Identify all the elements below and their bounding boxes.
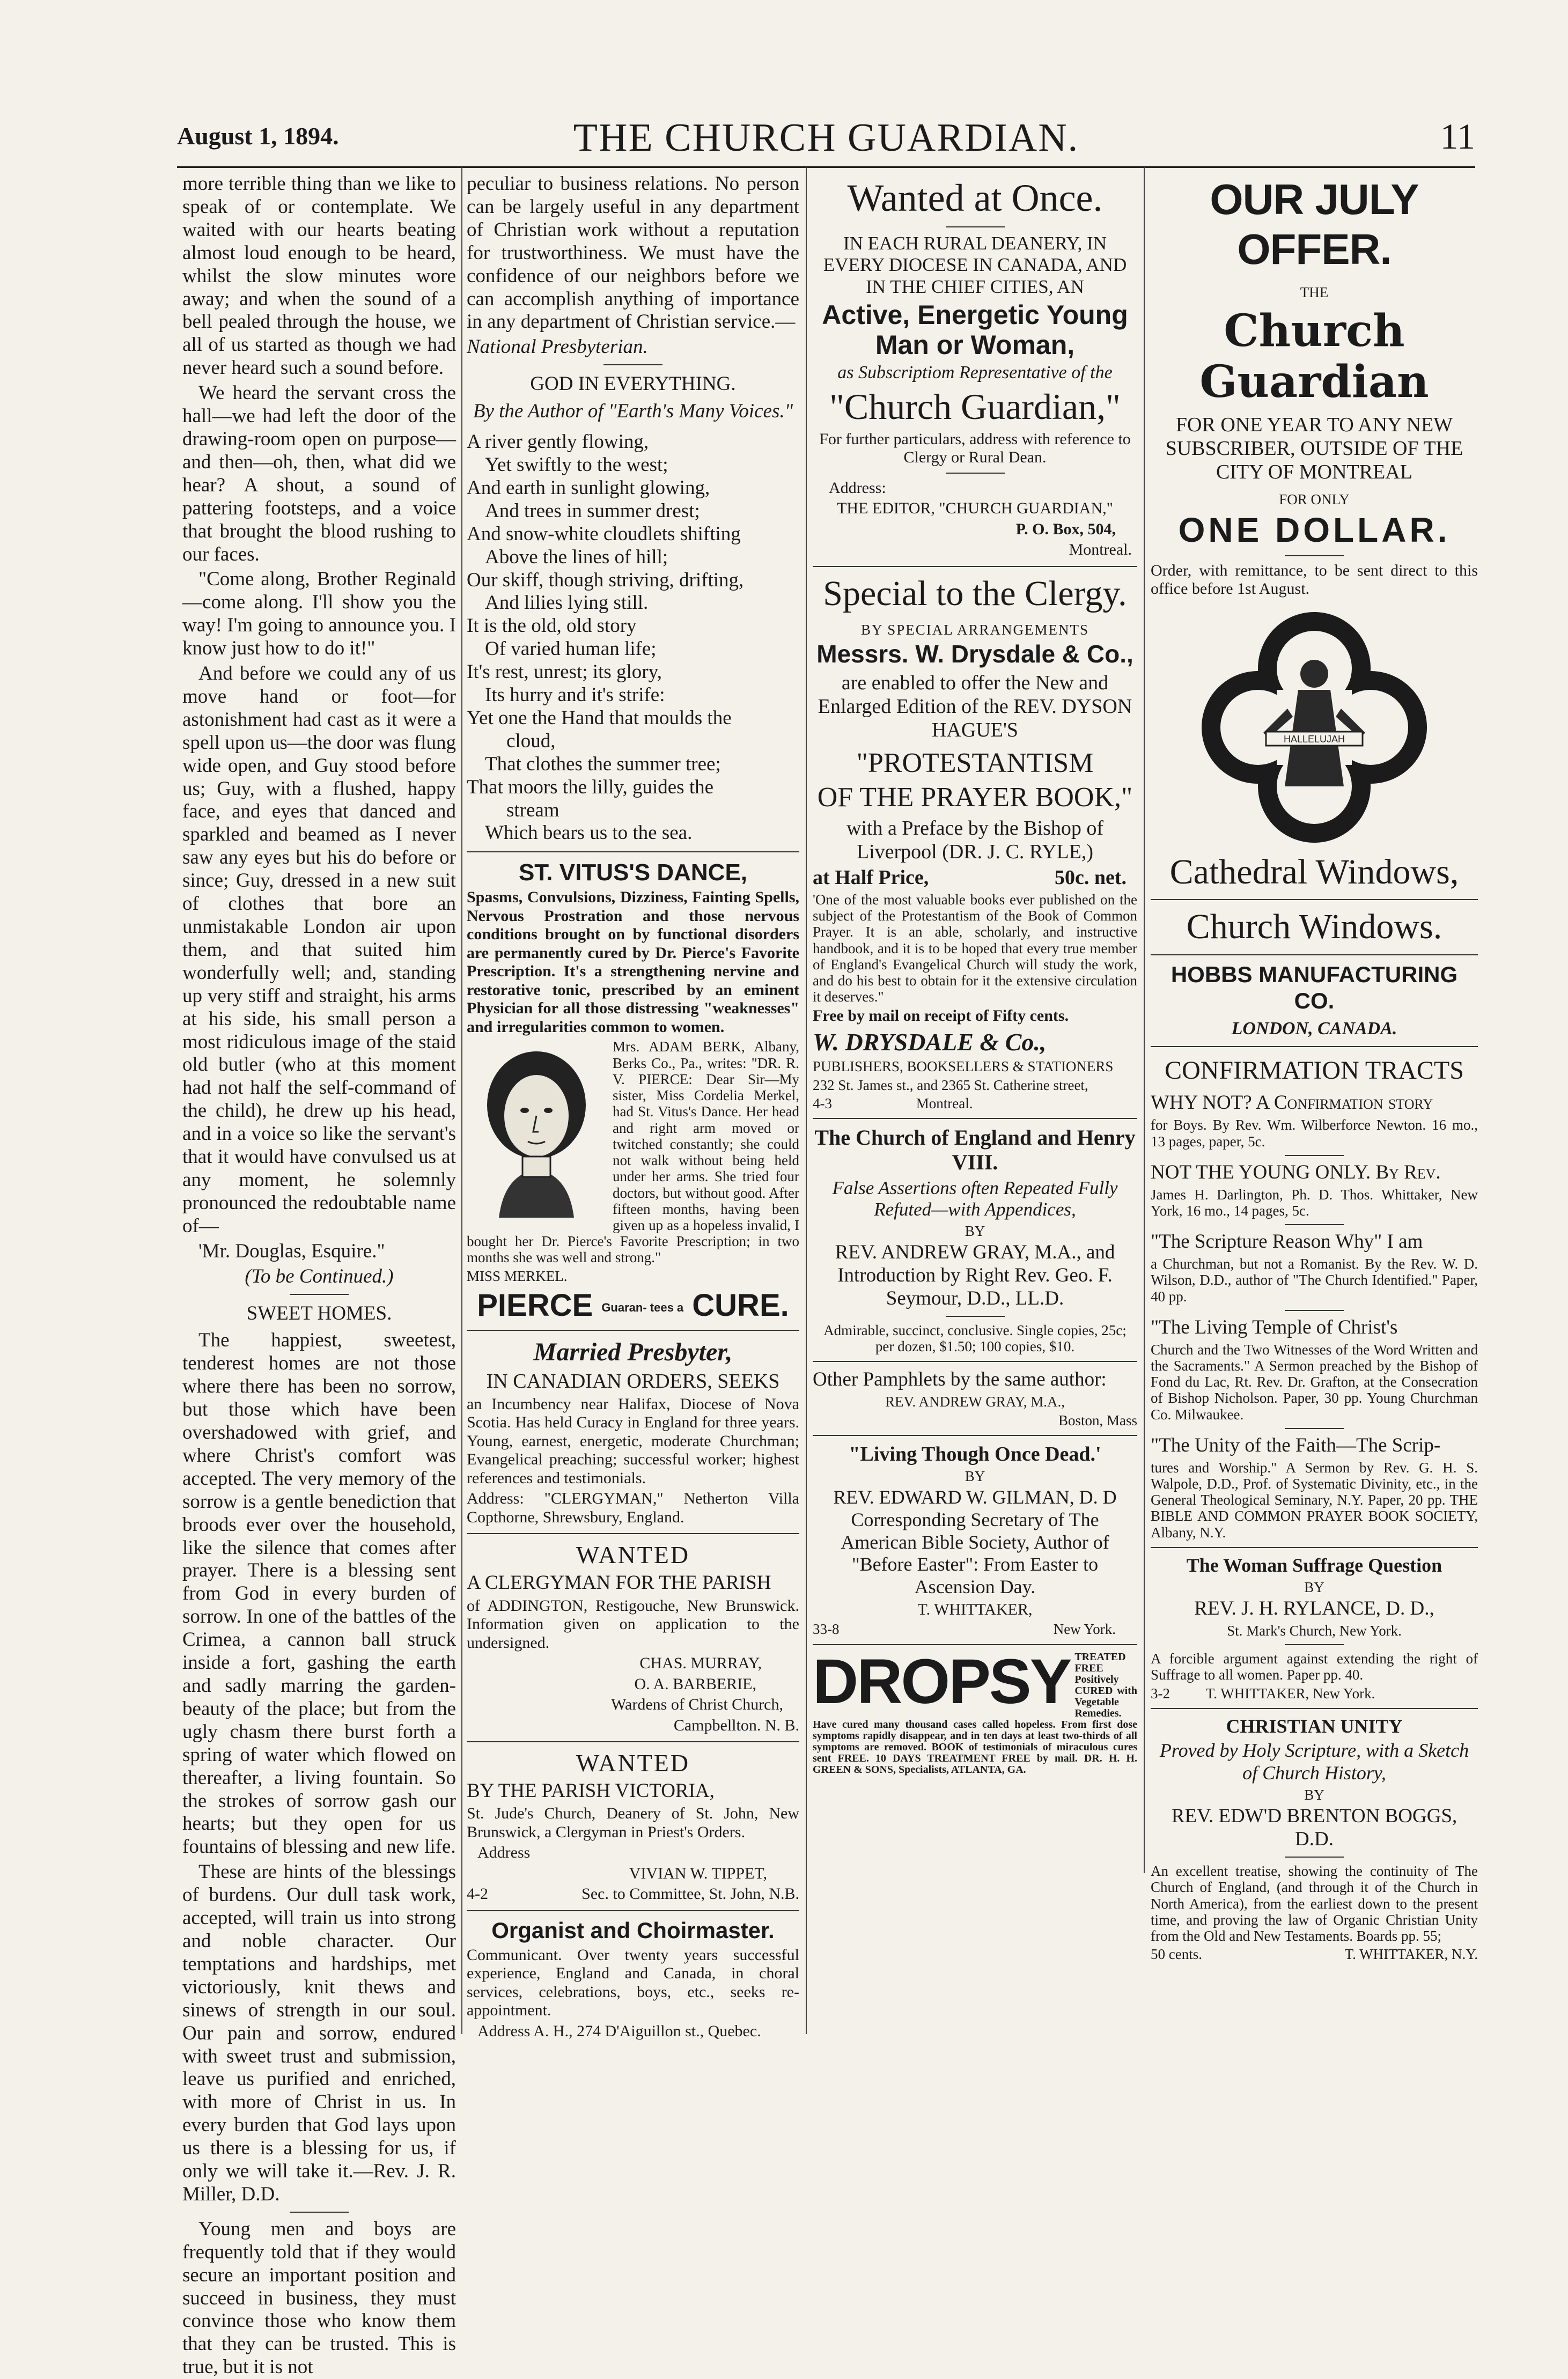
tract-detail: Church and the Two Witnesses of the Word Written and the Sacraments." A Sermon preached by the Bishop of Fond du Lac, Rt. Rev. Dr. Grafton, at the Consecration of Bishop Nicholson. Paper, 30 pp. Young Churchman Co. Milwaukee. — [1151, 1341, 1478, 1423]
ad-text: of ADDINGTON, Restigouche, New Brunswick. Information given on application to the undersigned. — [467, 1596, 799, 1652]
ad-by: BY — [1304, 1786, 1324, 1803]
poem-line: Which bears us to the sea. — [485, 822, 693, 844]
poem-line: It's rest, unrest; its glory, — [467, 661, 662, 683]
price: 50c. net. — [1054, 866, 1127, 889]
story-paragraph: 'Mr. Douglas, Esquire." — [198, 1240, 385, 1262]
publisher-trade: PUBLISHERS, BOOKSELLERS & STATIONERS — [813, 1058, 1114, 1075]
publisher-name: T. WHITTAKER, N.Y. — [1344, 1946, 1478, 1963]
column-divider — [461, 167, 462, 2034]
divider — [946, 226, 1005, 227]
ad-title: "Living Though Once Dead.' — [849, 1442, 1101, 1465]
signature: CHAS. MURRAY, — [639, 1654, 762, 1673]
offer-title: OUR JULY OFFER. — [1210, 175, 1419, 273]
poem-line: Its hurry and it's strife: — [485, 684, 665, 706]
company-name: HOBBS MANUFACTURING CO. — [1171, 961, 1458, 1013]
offer-the: THE — [1300, 284, 1329, 300]
address-line: Montreal. — [1069, 541, 1132, 559]
divider — [813, 1361, 1137, 1362]
divider — [467, 1741, 799, 1742]
ad-text: Free by mail on receipt of Fifty cents. — [813, 1007, 1069, 1025]
address-label: Address: — [829, 478, 886, 497]
address-line: P. O. Box, 504, — [1015, 520, 1116, 538]
testimonial-block — [467, 1038, 799, 1265]
ad-title: WANTED — [576, 1749, 690, 1777]
ad-price: 50 cents. — [1151, 1946, 1202, 1963]
signature: VIVIAN W. TIPPET, — [629, 1864, 767, 1882]
ad-address: Address: "CLERGYMAN," Netherton Villa Copthorne, Shrewsbury, England. — [467, 1490, 799, 1526]
window-label: HALLELUJAH — [1283, 733, 1345, 745]
ad-text: For further particulars, address with reference to Clergy or Rural Dean. — [819, 430, 1131, 467]
poem-byline: By the Author of "Earth's Many Voices." — [473, 400, 793, 423]
divider — [467, 1910, 799, 1911]
dropsy-ad — [813, 1646, 1137, 1776]
address-label: Address — [477, 1844, 531, 1862]
poem-line: cloud, — [506, 730, 556, 752]
ad-subtitle: False Assertions often Repeated Fully Refuted—with Appendices, — [832, 1177, 1118, 1220]
column-3 — [813, 173, 1137, 2039]
tracts-title: CONFIRMATION TRACTS — [1165, 1056, 1464, 1085]
divider — [467, 851, 799, 852]
divider — [946, 473, 1005, 474]
poem-line: stream — [506, 799, 560, 821]
offer-paper-name: Church Guardian — [1199, 305, 1429, 408]
pierce-badge: Guaran- tees a — [601, 1300, 684, 1314]
divider — [813, 1118, 1137, 1119]
ad-title: Married Presbyter, — [533, 1338, 733, 1367]
column-divider — [1144, 167, 1145, 1873]
publisher-city: New York. — [1053, 1621, 1116, 1638]
article-paragraph: These are hints of the blessings of burdens. Our dull task work, accepted, will train us into strong and noble character. Our temptations and hardships, met victoriously, knit thews and sinews of strength in our soul. Our pain and sorrow, endured with sweet trust and submission, leave us purified and enriched, with more of Christ in us. In every burden that God lays upon us there is a blessing for us, if only we will take it.—Rev. J. R. Miller, D.D. — [182, 1861, 456, 2205]
ad-code: 33-8 — [813, 1621, 840, 1638]
ad-text: IN EACH RURAL DEANERY, IN EVERY DIOCESE IN CANADA, AND IN THE CHIEF CITIES, AN — [823, 232, 1127, 297]
tract-title: "The Scripture Reason Why" I am — [1151, 1231, 1423, 1253]
ad-place: Boston, Mass — [1058, 1412, 1137, 1428]
tract-title: NOT THE YOUNG ONLY. By Rev. — [1151, 1161, 1441, 1183]
article-paragraph: Young men and boys are frequently told that if they would secure an important position and succeed in business, they must convince those who know them that they can be trusted. This is true, but it is not — [182, 2218, 456, 2378]
ad-title: The Woman Suffrage Question — [1186, 1554, 1442, 1576]
divider — [946, 1316, 1005, 1317]
masthead-title: THE CHURCH GUARDIAN. — [573, 116, 1079, 160]
article-paragraph: The happiest, sweetest, tenderest homes are not those where there has been no sorrow, but those which have been overshadowed with grief, and where Christ's comfort was accepted. The very memory of the sorrow is a gentle benediction that broods ever over the household, like the silence that comes after prayer. There is a blessing sent from God in every burden of sorrow. In one of the battles of the Crimea, a cannon ball struck inside a fort, gashing the earth and sadly marring the garden-beauty of the place; but from the ugly chasm there burst forth a spring of water which flowed on thereafter, a living fountain. So the strokes of sorrow gash our hearts; but they open for us fountains of blessing and new life. — [182, 1329, 456, 1858]
ad-text: An excellent treatise, showing the continuity of The Church of England, (and through it of the Church in North America), from the earliest down to the present time, and proving the law of Organic Christian Unity from the Old and New Testaments. Boards pp. 55; — [1151, 1863, 1478, 1944]
ad-author: REV. ANDREW GRAY, M.A., — [885, 1394, 1065, 1410]
poem-line: Our skiff, though striving, drifting, — [467, 569, 744, 591]
poem-line: And snow-white cloudlets shifting — [467, 522, 741, 545]
pierce-banner — [467, 1287, 799, 1323]
ad-title: Wanted at Once. — [847, 176, 1103, 219]
page-header — [177, 115, 1475, 164]
signature: Wardens of Christ Church, — [611, 1696, 783, 1714]
ad-title: The Church of England and Henry VIII. — [814, 1125, 1136, 1175]
ad-headline: Church Windows. — [1186, 907, 1442, 947]
divider — [1285, 1224, 1344, 1225]
divider — [1151, 1547, 1478, 1548]
poem-line: And earth in sunlight glowing, — [467, 476, 710, 499]
signature: O. A. BARBERIE, — [634, 1675, 756, 1693]
half-price-label: at Half Price, — [813, 866, 929, 889]
ad-author: REV. ANDREW GRAY, M.A., and Introduction by Right Rev. Geo. F. Seymour, D.D., LL.D. — [835, 1241, 1115, 1310]
ad-author: REV. J. H. RYLANCE, D. D., — [1194, 1597, 1434, 1619]
divider — [1285, 555, 1344, 556]
page-number: 11 — [1440, 116, 1475, 157]
cure-word: CURE. — [692, 1287, 789, 1323]
divider — [1285, 1857, 1344, 1858]
poem-line: Of varied human life; — [485, 638, 657, 660]
poem-line: That clothes the summer tree; — [485, 753, 721, 775]
ad-by: BY — [965, 1223, 985, 1240]
publisher-name: W. DRYSDALE & Co., — [813, 1028, 1047, 1056]
ad-title: Organist and Choirmaster. — [491, 1917, 775, 1943]
offer-text: FOR ONE YEAR TO ANY NEW SUBSCRIBER, OUTSIDE OF THE CITY OF MONTREAL — [1165, 414, 1463, 484]
book-title: "PROTESTANTISM — [856, 747, 1094, 778]
ad-title: ST. VITUS'S DANCE, — [518, 859, 748, 886]
divider — [467, 1330, 799, 1331]
stained-glass-window-illustration — [1212, 609, 1416, 845]
tract-detail: James H. Darlington, Ph. D. Thos. Whittaker, New York, 16 mo., 14 pages, 5c. — [1151, 1186, 1478, 1219]
ad-headline: "Church Guardian," — [829, 386, 1121, 427]
publisher-name: T. WHITTAKER, New York. — [1205, 1685, 1375, 1702]
portrait-caption: MISS MERKEL. — [467, 1268, 568, 1284]
column-2 — [467, 173, 799, 2039]
poem-line: It is the old, old story — [467, 615, 637, 637]
divider — [813, 566, 1137, 567]
testimonial-text: Mrs. ADAM BERK, Albany, Berks Co., Pa., writes: "DR. R. V. PIERCE: Dear Sir—My sister, Miss Cordelia Merkel, had St. Vitus's Dance. Her head and right arm moved or twitched constantly; she could not walk without being held under her arms. She tried four doctors, but without good. After fifteen months, having been given up as a hopeless invalid, I bought her Dr. Pierce's Favorite Prescription; in two months she was well and strong." — [467, 1038, 799, 1266]
ad-text: as Subscriptiom Representative of the — [837, 363, 1113, 383]
address-line: THE EDITOR, "CHURCH GUARDIAN," — [837, 499, 1113, 518]
price-line — [813, 866, 1137, 889]
issue-date: August 1, 1894. — [177, 122, 339, 150]
ad-title: WANTED — [576, 1541, 690, 1569]
poem-line: Above the lines of hill; — [485, 546, 668, 568]
ad-title: CHRISTIAN UNITY — [1226, 1715, 1403, 1737]
dropsy-word: DROPSY — [813, 1646, 1071, 1717]
ad-text: with a Preface by the Bishop of Liverpool (DR. J. C. RYLE,) — [846, 816, 1104, 863]
story-paragraph: We heard the servant cross the hall—we had left the door of the drawing-room open on purpose—and then—oh, then, what did we hear? A shout, a sound of pattering footsteps, and a voice that brought the blood rushing to our faces. — [182, 382, 456, 565]
publisher-address: 232 St. James st., and 2365 St. Catherine street, — [813, 1077, 1088, 1093]
divider — [603, 364, 662, 365]
column-4 — [1151, 173, 1478, 2039]
divider — [1151, 1046, 1478, 1047]
poem-line: Yet one the Hand that moulds the — [467, 706, 732, 729]
poem-line: That moors the lilly, guides the — [467, 776, 714, 798]
publisher-line — [1151, 1685, 1478, 1702]
company-location: LONDON, CANADA. — [1231, 1019, 1397, 1039]
column-1 — [182, 173, 456, 2378]
ad-title: Special to the Clergy. — [823, 573, 1127, 613]
book-review: 'One of the most valuable books ever published on the subject of the Protestantism of the Book of Common Prayer. It is an able, scholarly, and instructive handbook, and it is to be hoped that every true member of England's Evangelical Church will study the work, and do his best to obtain for it the extensive circulation it deserves." — [813, 891, 1137, 1005]
ad-text: REV. EDWARD W. GILMAN, D. D Corresponding Secretary of The American Bible Society, Author of "Before Easter": From Easter to Ascension Day. — [833, 1486, 1117, 1598]
tract-detail: for Boys. By Rev. Wm. Wilberforce Newton. 16 mo., 13 pages, paper, 5c. — [1151, 1117, 1478, 1150]
ad-headline: Active, Energetic Young Man or Woman, — [822, 300, 1128, 360]
divider — [290, 2212, 349, 2213]
dropsy-text: TREATED FREE Positively CURED with Vegetable Remedies. Have cured many thousand cases called hopeless. From first dose symptoms rapidly disappear, and in ten days at least two-thirds of all symptoms are removed. BOOK of testimonials of miraculous cures sent FREE. 10 DAYS TREATMENT FREE by mail. DR. H. H. GREEN & SONS, Specialists, ATLANTA, GA. — [813, 1651, 1137, 1776]
divider — [1285, 1310, 1344, 1311]
tract-title: "The Living Temple of Christ's — [1151, 1316, 1398, 1338]
tract-title: "The Unity of the Faith—The Scrip- — [1151, 1434, 1441, 1456]
signature: Sec. to Committee, St. John, N.B. — [581, 1885, 799, 1903]
story-paragraph: "Come along, Brother Reginald—come along. I'll show you the way! I'm going to announce you. I know just how to do it!" — [182, 568, 456, 660]
publisher-line — [1151, 1946, 1478, 1962]
ad-code: 4-2 — [467, 1885, 488, 1903]
article-source: National Presbyterian. — [467, 336, 648, 358]
ad-text: an Incumbency near Halifax, Diocese of Nova Scotia. Has held Curacy in England for three years. Young, earnest, energetic, moderate Churchman; Evangelical preaching; successful worker; highest references and testimonials. — [467, 1395, 799, 1487]
story-paragraph: more terrible thing than we like to speak of or contemplate. We waited with our hearts beating almost loud enough to be heard, whilst the slow minutes wore away; and when the sound of a bell pealed through the house, we all of us started as though we had never heard such a sound before. — [182, 173, 456, 379]
ad-code: 3-2 — [1151, 1685, 1170, 1702]
ad-church: St. Mark's Church, New York. — [1227, 1622, 1402, 1639]
article-title: SWEET HOMES. — [246, 1302, 392, 1324]
divider — [1151, 954, 1478, 955]
poem — [467, 431, 799, 845]
publisher-name: T. WHITTAKER, — [917, 1600, 1033, 1618]
ad-address: Address A. H., 274 D'Aiguillon st., Quebec. — [477, 2022, 761, 2040]
poem-title: GOD IN EVERYTHING. — [530, 373, 736, 395]
poem-line: And lilies lying still. — [485, 592, 649, 614]
offer-for-only: FOR ONLY — [1279, 491, 1350, 508]
offer-price: ONE DOLLAR. — [1178, 510, 1451, 549]
divider — [813, 1644, 1137, 1645]
ad-code: 4-3 — [813, 1095, 832, 1111]
ad-by: BY — [965, 1468, 985, 1484]
ad-text: Other Pamphlets by the same author: — [813, 1368, 1107, 1391]
poem-line: And trees in summer drest; — [485, 499, 700, 522]
portrait-illustration — [467, 1041, 606, 1218]
divider — [1151, 1708, 1478, 1709]
ad-headline: Cathedral Windows, — [1169, 852, 1459, 892]
divider — [1151, 899, 1478, 900]
poem-line: A river gently flowing, — [467, 431, 649, 453]
continued-note: (To be Continued.) — [245, 1265, 394, 1287]
publisher-line — [813, 1621, 1137, 1637]
divider — [467, 1533, 799, 1534]
publisher-address-line — [813, 1095, 1137, 1111]
divider — [1285, 1644, 1344, 1645]
column-divider — [806, 167, 807, 2034]
ad-text: are enabled to offer the New and Enlarged Edition of the REV. DYSON HAGUE'S — [818, 671, 1132, 741]
signature-line — [467, 1885, 799, 1904]
ad-headline: Messrs. W. Drysdale & Co., — [816, 640, 1133, 668]
divider — [1285, 1428, 1344, 1429]
ad-text: BY SPECIAL ARRANGEMENTS — [860, 622, 1089, 638]
story-paragraph: And before we could any of us move hand or foot—for astonishment had cast as it were a spell upon us—the door was flung wide open, and Guy stood before us; Guy, with a flushed, happy face, and eyes that danced and sparkled and beamed as I never saw any eyes but his do before or since; Guy, dressed in a new suit of clothes that bore an unmistakable London air upon them, and that suited him wonderfully well; and, standing up very stiff and straight, his arms at his side, his small person a most ridiculous image of the staid old butler (who at this moment had not half the self-command of the child), he drew up his head, and in a voice so like the servant's that it would have convulsed us at any moment, he solemnly pronounced the redoubtable name of— — [182, 662, 456, 1237]
signature: Campbellton. N. B. — [673, 1716, 799, 1734]
divider — [1285, 1155, 1344, 1156]
ad-author: REV. EDW'D BRENTON BOGGS, D.D. — [1171, 1805, 1457, 1851]
publisher-city: Montreal. — [916, 1095, 973, 1111]
offer-order: Order, with remittance, to be sent direct to this office before 1st August. — [1151, 561, 1478, 598]
book-title: OF THE PRAYER BOOK," — [817, 782, 1133, 813]
ad-text: Communicant. Over twenty years successful experience, England and Canada, in choral services, celebrations, boys, etc., seeks re-appointment. — [467, 1946, 799, 2020]
ad-subtitle: BY THE PARISH VICTORIA, — [467, 1779, 715, 1802]
ad-by: BY — [1304, 1579, 1324, 1595]
ad-subtitle: Proved by Holy Scripture, with a Sketch of Church History, — [1159, 1740, 1469, 1784]
tract-detail: tures and Worship." A Sermon by Rev. G. H. S. Walpole, D.D., Prof. of Systematic Divinity, etc., in the General Theological Seminary, N.Y. Paper, 20 pp. THE BIBLE AND COMMON PRAYER BOOK SOCIETY, Albany, N.Y. — [1151, 1459, 1478, 1541]
ad-subtitle: IN CANADIAN ORDERS, SEEKS — [486, 1369, 780, 1393]
poem-line: Yet swiftly to the west; — [485, 453, 668, 476]
header-rule — [177, 166, 1475, 168]
pierce-word: PIERCE — [477, 1287, 593, 1323]
divider — [813, 1435, 1137, 1436]
ad-text: Admirable, succinct, conclusive. Single copies, 25c; per dozen, $1.50; 100 copies, $10. — [823, 1322, 1127, 1355]
ad-text: St. Jude's Church, Deanery of St. John, New Brunswick, a Clergyman in Priest's Orders. — [467, 1804, 799, 1841]
article-paragraph: peculiar to business relations. No person can be largely useful in any department of Christian work without a reputation for trustworthiness. We must have the confidence of our neighbors before we can accomplish anything of importance in any department of Christian service.— — [467, 173, 799, 333]
ad-subtitle: A CLERGYMAN FOR THE PARISH — [467, 1571, 771, 1594]
divider — [290, 1294, 349, 1295]
ad-text: Spasms, Convulsions, Dizziness, Fainting Spells, Nervous Prostration and those nervous conditions brought on by functional disorders are permanently cured by Dr. Pierce's Favorite Prescription. It's a strengthening nervine and restorative tonic, prescribed by an eminent Physician for all those distressing "weaknesses" and irregularities common to women. — [467, 888, 799, 1036]
tract-detail: a Churchman, but not a Romanist. By the Rev. W. D. Wilson, D.D., author of "The Church Identified." Paper, 40 pp. — [1151, 1256, 1478, 1305]
ad-text: A forcible argument against extending the right of Suffrage to all women. Paper pp. 40. — [1151, 1651, 1478, 1683]
tract-title: WHY NOT? A Confirmation story — [1151, 1092, 1433, 1114]
